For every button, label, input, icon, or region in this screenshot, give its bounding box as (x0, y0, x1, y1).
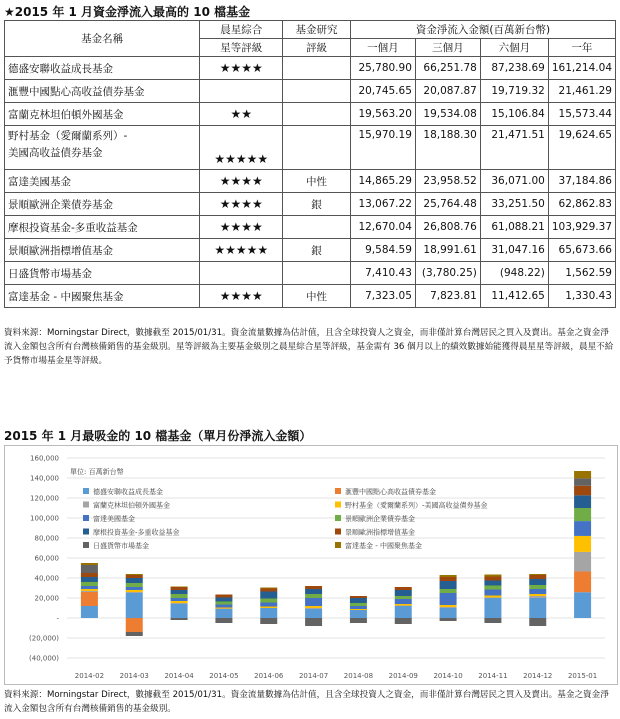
bar-segment (574, 592, 591, 618)
flow-3m: 18,188.30 (415, 126, 480, 170)
legend-label: 富蘭克林坦伯頓外國基金 (93, 501, 170, 510)
x-tick-label: 2014-05 (209, 672, 239, 680)
bar-segment (440, 575, 457, 577)
bar-segment (81, 586, 98, 589)
bar-segment (440, 607, 457, 608)
research-rating (283, 80, 351, 103)
flow-6m: 19,719.32 (480, 80, 548, 103)
y-tick-label: (20,000) (29, 634, 59, 643)
chart-source-note: 資料來源：Morningstar Direct，數據截至 2015/01/31。資金流量數據為估計值，且含全球投資人之資金，而非僅計算台灣居民之買入及賣出。基金之資金淨流入金額包含所有台灣核備銷售的基金級別。 (4, 690, 609, 714)
y-tick-label: 80,000 (34, 534, 59, 543)
bar-segment (529, 574, 546, 575)
flow-6m: 31,047.16 (480, 239, 548, 262)
fund-name-line1: 野村基金（愛爾蘭系列）- (8, 130, 128, 142)
y-tick-label: 40,000 (34, 574, 59, 583)
bar-segment (305, 618, 322, 626)
star-rating (200, 262, 283, 285)
flow-1y: 19,624.65 (548, 126, 615, 170)
y-tick-label: 20,000 (34, 594, 59, 603)
fund-name: 景順歐洲企業債券基金 (5, 193, 200, 216)
fund-name: 滙豐中國點心高收益債券基金 (5, 80, 200, 103)
table-row (5, 103, 616, 126)
header-rating-2: 星等評級 (200, 39, 283, 57)
bar-segment (126, 618, 143, 632)
star-rating: ★★★★ (200, 216, 283, 239)
legend-label: 日盛貨幣市場基金 (93, 542, 149, 550)
research-rating: 銀 (283, 239, 351, 262)
legend-swatch (83, 515, 89, 521)
flow-1y: 103,929.37 (548, 216, 615, 239)
bar-segment (529, 575, 546, 579)
x-tick-label: 2014-11 (478, 672, 508, 680)
table-row (5, 57, 616, 80)
research-rating (283, 57, 351, 80)
bar-segment (574, 552, 591, 572)
bar-segment (574, 495, 591, 508)
flow-1m: 15,970.19 (350, 126, 415, 170)
flow-1y: 1,330.43 (548, 285, 615, 308)
bar-segment (350, 606, 367, 609)
bar-segment (484, 596, 501, 598)
legend-swatch (335, 488, 341, 494)
legend-label: 富達基金 - 中國聚焦基金 (345, 542, 422, 550)
bar-segment (440, 581, 457, 589)
research-rating: 中性 (283, 285, 351, 308)
y-tick-label: 100,000 (30, 514, 59, 523)
flow-1m: 7,410.43 (350, 262, 415, 285)
x-tick-label: 2014-03 (119, 672, 149, 680)
bar-segment (350, 598, 367, 603)
bar-segment (350, 596, 367, 598)
bar-segment (529, 579, 546, 585)
bar-segment (484, 575, 501, 577)
y-tick-label: 120,000 (30, 494, 59, 503)
bar-segment (395, 606, 412, 618)
bar-segment (171, 587, 188, 590)
star-rating: ★★★★ (200, 285, 283, 308)
y-tick-label: 140,000 (30, 474, 59, 483)
bar-segment (215, 602, 232, 605)
bar-segment (260, 599, 277, 603)
flow-1y: 15,573.44 (548, 103, 615, 126)
bar-segment (574, 571, 591, 592)
bar-segment (260, 592, 277, 599)
bar-segment (484, 598, 501, 618)
legend-swatch (83, 542, 89, 548)
bar-segment (215, 605, 232, 608)
research-rating (283, 103, 351, 126)
bar-segment (440, 577, 457, 581)
flow-3m: 23,958.52 (415, 170, 480, 193)
header-y1: 一年 (548, 39, 615, 57)
bar-segment (126, 592, 143, 593)
flow-3m: 19,534.08 (415, 103, 480, 126)
bar-segment (260, 588, 277, 589)
bar-segment (440, 605, 457, 607)
flow-3m: 66,251.78 (415, 57, 480, 80)
flow-6m: 61,088.21 (480, 216, 548, 239)
bar-segment (350, 609, 367, 610)
bar-segment (574, 486, 591, 496)
bar-segment (440, 589, 457, 593)
x-tick-label: 2014-06 (254, 672, 284, 680)
bar-segment (529, 598, 546, 618)
bar-segment (171, 590, 188, 594)
fund-name: 富蘭克林坦伯頓外國基金 (5, 103, 200, 126)
bar-segment (171, 603, 188, 604)
fund-name (5, 126, 200, 170)
bar-segment (171, 587, 188, 588)
header-research-1: 基金研究 (283, 21, 351, 39)
flow-3m: 18,991.61 (415, 239, 480, 262)
flow-1y: 1,562.59 (548, 262, 615, 285)
bar-segment (440, 618, 457, 621)
bar-segment (126, 583, 143, 587)
legend-swatch (335, 529, 341, 535)
bar-segment (395, 599, 412, 604)
bar-segment (395, 587, 412, 590)
flow-1y: 161,214.04 (548, 57, 615, 80)
flow-3m: 26,808.76 (415, 216, 480, 239)
research-rating (283, 216, 351, 239)
bar-segment (395, 596, 412, 599)
bar-segment (574, 521, 591, 536)
legend-label: 富達美國基金 (93, 515, 135, 523)
bar-segment (484, 577, 501, 581)
header-name: 基金名稱 (5, 21, 200, 57)
bar-segment (529, 594, 546, 596)
header-research-2: 評級 (283, 39, 351, 57)
bar-segment (81, 565, 98, 573)
flow-1y: 37,184.86 (548, 170, 615, 193)
legend-label: 景順歐洲企業債券基金 (345, 515, 415, 523)
header-m3: 三個月 (415, 39, 480, 57)
bar-segment (574, 536, 591, 552)
bar-segment (395, 604, 412, 606)
legend-swatch (335, 542, 341, 548)
research-rating: 中性 (283, 170, 351, 193)
bar-segment (440, 593, 457, 605)
star-rating: ★★★★★ (200, 126, 283, 170)
flow-1m: 25,780.90 (350, 57, 415, 80)
bar-segment (305, 586, 322, 589)
flow-6m: (948.22) (480, 262, 548, 285)
table-row (5, 262, 616, 285)
bar-segment (260, 607, 277, 609)
bar-segment (126, 574, 143, 575)
bar-segment (260, 603, 277, 607)
x-tick-label: 2014-07 (298, 672, 329, 680)
bar-segment (171, 618, 188, 620)
bar-segment (484, 618, 501, 623)
bar-segment (215, 609, 232, 610)
bar-segment (529, 585, 546, 589)
y-tick-label: (40,000) (29, 654, 59, 663)
flow-1m: 20,745.65 (350, 80, 415, 103)
bar-segment (529, 618, 546, 626)
bar-segment (350, 603, 367, 606)
research-rating (283, 262, 351, 285)
bar-segment (305, 606, 322, 608)
bar-segment (305, 589, 322, 594)
table-row (5, 126, 616, 170)
bar-segment (81, 589, 98, 591)
legend-label: 德盛安聯收益成長基金 (93, 488, 163, 496)
legend-label: 滙豐中國點心高收益債券基金 (345, 488, 436, 496)
bar-segment (81, 563, 98, 565)
x-tick-label: 2014-02 (74, 672, 105, 680)
bar-segment (81, 577, 98, 582)
flow-1m: 12,670.04 (350, 216, 415, 239)
bar-segment (171, 604, 188, 618)
bar-segment (215, 598, 232, 602)
bar-segment (440, 608, 457, 618)
bar-segment (350, 610, 367, 618)
bar-segment (215, 618, 232, 623)
fund-name: 摩根投資基金-多重收益基金 (5, 216, 200, 239)
fund-name: 景順歐洲指標增值基金 (5, 239, 200, 262)
table-row (5, 285, 616, 308)
fund-name: 富達基金 - 中國聚焦基金 (5, 285, 200, 308)
bar-segment (484, 598, 501, 599)
bar-segment (305, 598, 322, 606)
fund-name: 富達美國基金 (5, 170, 200, 193)
unit-label: 單位: 百萬新台幣 (70, 468, 124, 476)
flow-6m: 36,071.00 (480, 170, 548, 193)
table-row (5, 216, 616, 239)
flow-1m: 14,865.29 (350, 170, 415, 193)
x-tick-label: 2014-10 (433, 672, 463, 680)
flow-3m: 7,823.81 (415, 285, 480, 308)
bar-segment (215, 608, 232, 609)
bar-segment (81, 592, 98, 606)
chart-title: 2015 年 1 月最吸金的 10 檔基金（單月份淨流入金額） (4, 429, 312, 443)
star-rating (200, 80, 283, 103)
header-m1: 一個月 (350, 39, 415, 57)
header-m6: 六個月 (480, 39, 548, 57)
research-rating: 銀 (283, 193, 351, 216)
bar-segment (171, 598, 188, 601)
table-title: ★2015 年 1 月資金淨流入最高的 10 檔基金 (4, 5, 251, 19)
table-row (5, 193, 616, 216)
bar-segment (484, 590, 501, 596)
research-rating (283, 126, 351, 170)
flow-1m: 7,323.05 (350, 285, 415, 308)
bar-segment (260, 589, 277, 592)
legend-swatch (83, 488, 89, 494)
legend-swatch (83, 529, 89, 535)
flow-6m: 21,471.51 (480, 126, 548, 170)
legend-label: 景順歐洲指標增值基金 (345, 528, 415, 537)
bar-segment (305, 608, 322, 609)
bar-segment (171, 601, 188, 603)
bar-segment (215, 595, 232, 598)
header-flows: 資金淨流入金額(百萬新台幣) (350, 21, 615, 39)
flow-1m: 19,563.20 (350, 103, 415, 126)
bar-segment (81, 573, 98, 577)
fund-table (4, 20, 616, 308)
table-row (5, 80, 616, 103)
x-tick-label: 2015-01 (567, 672, 598, 680)
flow-1y: 65,673.66 (548, 239, 615, 262)
legend-swatch (335, 502, 341, 508)
bar-segment (81, 606, 98, 618)
stacked-bar-chart (5, 446, 617, 684)
flow-1m: 13,067.22 (350, 193, 415, 216)
star-rating: ★★★★ (200, 170, 283, 193)
bar-segment (126, 590, 143, 592)
legend-swatch (335, 515, 341, 521)
flow-1y: 62,862.83 (548, 193, 615, 216)
bar-segment (126, 578, 143, 583)
bar-segment (126, 587, 143, 590)
bar-segment (484, 581, 501, 586)
x-tick-label: 2014-09 (388, 672, 418, 680)
bar-segment (260, 618, 277, 624)
bar-segment (215, 609, 232, 618)
bar-segment (529, 589, 546, 594)
legend-label: 摩根投資基金-多重收益基金 (93, 528, 180, 537)
bar-segment (574, 478, 591, 485)
flow-1y: 21,461.29 (548, 80, 615, 103)
table-row (5, 239, 616, 262)
bar-segment (171, 594, 188, 598)
bar-segment (574, 471, 591, 478)
fund-name-line2: 美國高收益債券基金 (8, 147, 103, 159)
star-rating: ★★★★★ (200, 239, 283, 262)
y-tick-label: 160,000 (30, 454, 59, 463)
flow-1m: 9,584.59 (350, 239, 415, 262)
bar-segment (260, 608, 277, 618)
legend-label: 野村基金（愛爾蘭系列）-美國高收益債券基金 (345, 501, 488, 510)
flow-3m: 25,764.48 (415, 193, 480, 216)
table-row (5, 170, 616, 193)
flow-3m: (3,780.25) (415, 262, 480, 285)
bar-segment (395, 606, 412, 607)
flow-6m: 11,412.65 (480, 285, 548, 308)
header-rating-1: 晨星綜合 (200, 21, 283, 39)
bar-segment (126, 632, 143, 636)
flow-6m: 15,106.84 (480, 103, 548, 126)
bar-segment (574, 508, 591, 521)
bar-segment (305, 594, 322, 598)
bar-segment (395, 618, 412, 624)
flow-3m: 20,087.87 (415, 80, 480, 103)
legend-swatch (83, 502, 89, 508)
fund-name: 德盛安聯收益成長基金 (5, 57, 200, 80)
y-tick-label: 60,000 (34, 554, 59, 563)
bar-segment (350, 618, 367, 623)
chart-container (4, 445, 618, 685)
x-tick-label: 2014-04 (164, 672, 194, 680)
bar-segment (126, 575, 143, 578)
flow-6m: 33,251.50 (480, 193, 548, 216)
bar-segment (529, 596, 546, 598)
bar-segment (484, 586, 501, 590)
table-source-note: 資料來源：Morningstar Direct，數據截至 2015/01/31。資金流量數據為估計值，且含全球投資人之資金，而非僅計算台灣居民之買入及賣出。基金之資金淨流入金額包含所有台灣核備銷售的基金級別。星等評級為主要基金級別之晨星綜合星等評級，基金需有 36 個月以上的績效數據始能獲得晨星星等評級，晨星不給予貨幣市場基金星等評級。 (4, 328, 614, 366)
bar-segment (305, 609, 322, 618)
fund-name: 日盛貨幣市場基金 (5, 262, 200, 285)
bar-segment (126, 593, 143, 618)
flow-6m: 87,238.69 (480, 57, 548, 80)
star-rating: ★★★★ (200, 57, 283, 80)
star-rating: ★★ (200, 103, 283, 126)
x-tick-label: 2014-08 (343, 672, 374, 680)
bar-segment (81, 582, 98, 586)
star-rating: ★★★★ (200, 193, 283, 216)
bar-segment (81, 591, 98, 592)
bar-segment (395, 590, 412, 596)
y-tick-label: - (56, 614, 59, 623)
x-tick-label: 2014-12 (523, 672, 553, 680)
